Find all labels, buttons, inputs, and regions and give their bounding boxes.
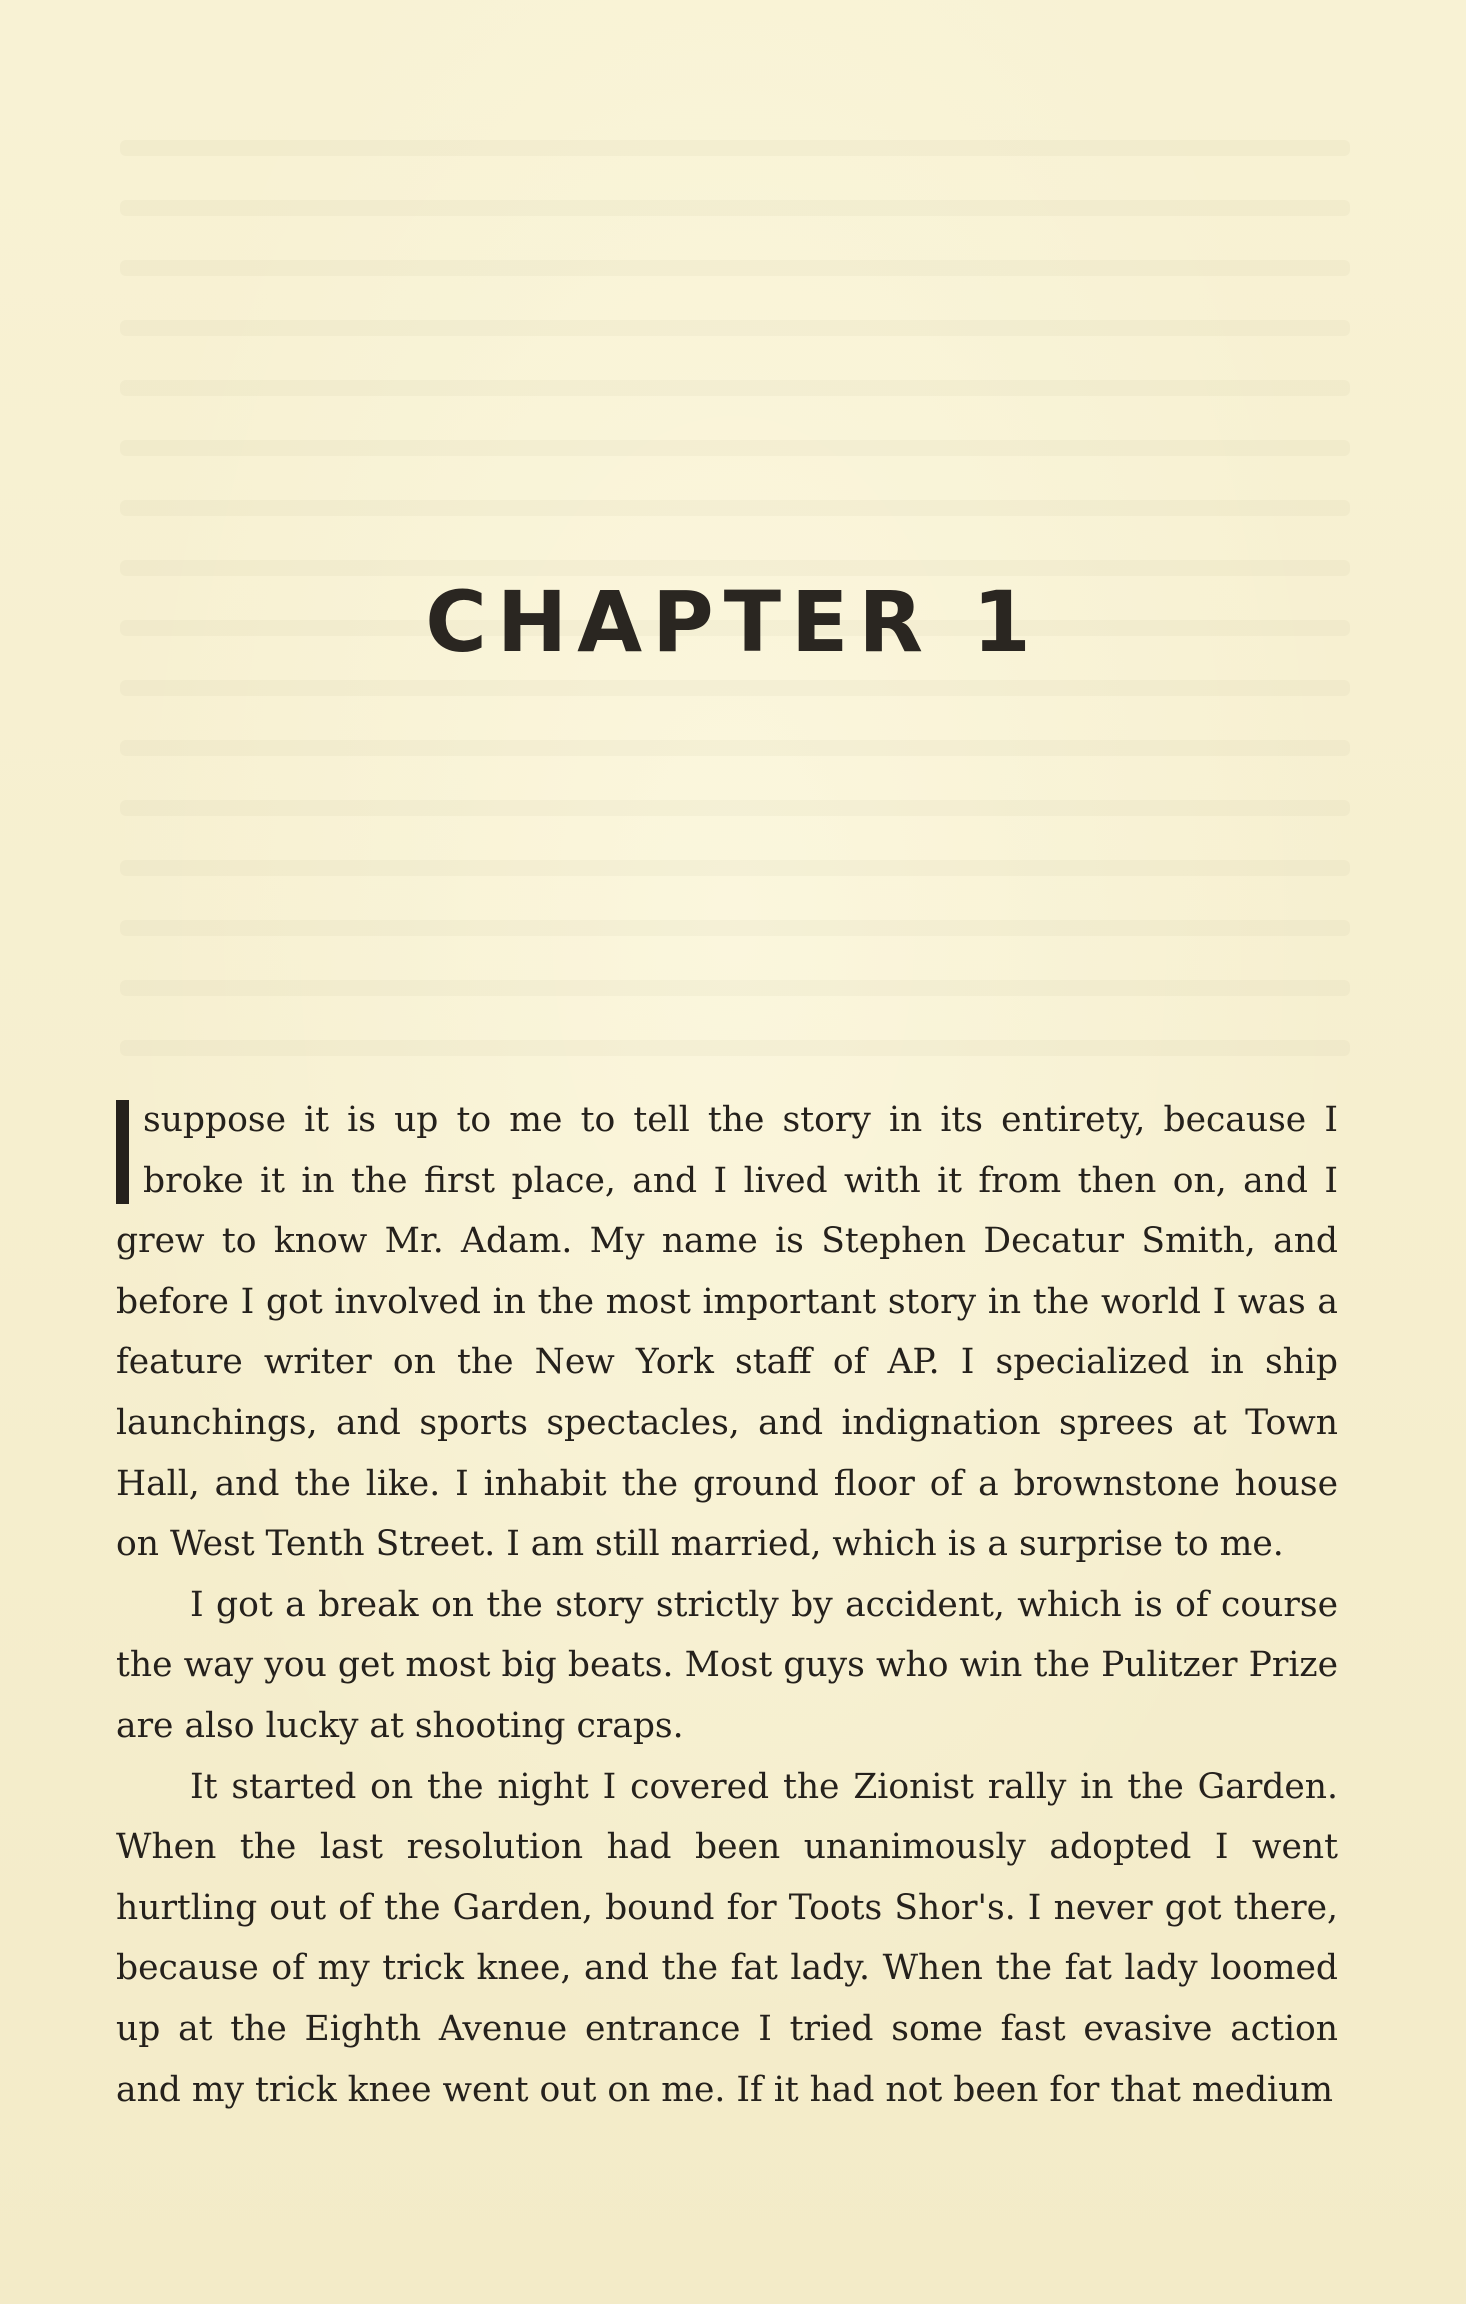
chapter-title: CHAPTER 1 — [425, 573, 1041, 671]
show-through — [120, 320, 1350, 336]
paragraph — [116, 1090, 1338, 1575]
show-through — [120, 140, 1350, 156]
show-through — [120, 1040, 1350, 1056]
body-text — [116, 1090, 1338, 2120]
show-through — [120, 500, 1350, 516]
show-through — [120, 740, 1350, 756]
paragraph-text: suppose it is up to me to tell the story in its entirety, because I broke it in the first place, and I lived with it from then on, and I grew to know Mr. Adam. My name is Stephen Decatur Smith, and before I got involved in the most important story in the world I was a feature writer on the New York staff of AP. I specialized in ship launchings, and sports spectacles, and indignation sprees at Town Hall, and the like. I inhabit the ground floor of a brownstone house on West Tenth Street. I am still married, which is a surprise to me. — [116, 1100, 1338, 1565]
show-through — [120, 920, 1350, 936]
show-through — [120, 980, 1350, 996]
show-through — [120, 680, 1350, 696]
paragraph: I got a break on the story strictly by accident, which is of course the way you get most big beats. Most guys who win the Pulitzer Prize are also lucky at shooting craps. — [116, 1584, 1338, 1746]
show-through — [120, 440, 1350, 456]
show-through — [120, 260, 1350, 276]
show-through — [120, 860, 1350, 876]
show-through — [120, 800, 1350, 816]
paragraph: It started on the night I covered the Zionist rally in the Garden. When the last resolution had been unanimously adopted I went hurtling out of the Garden, bound for Toots Shor's. I never got there, because of my trick knee, and the fat lady. When the fat lady loomed up at the Eighth Avenue entrance I tried some fast evasive action and my trick knee went out on me. If it had not been for that medium — [116, 1766, 1338, 2110]
drop-cap — [116, 1100, 129, 1204]
show-through — [120, 380, 1350, 396]
show-through — [120, 200, 1350, 216]
